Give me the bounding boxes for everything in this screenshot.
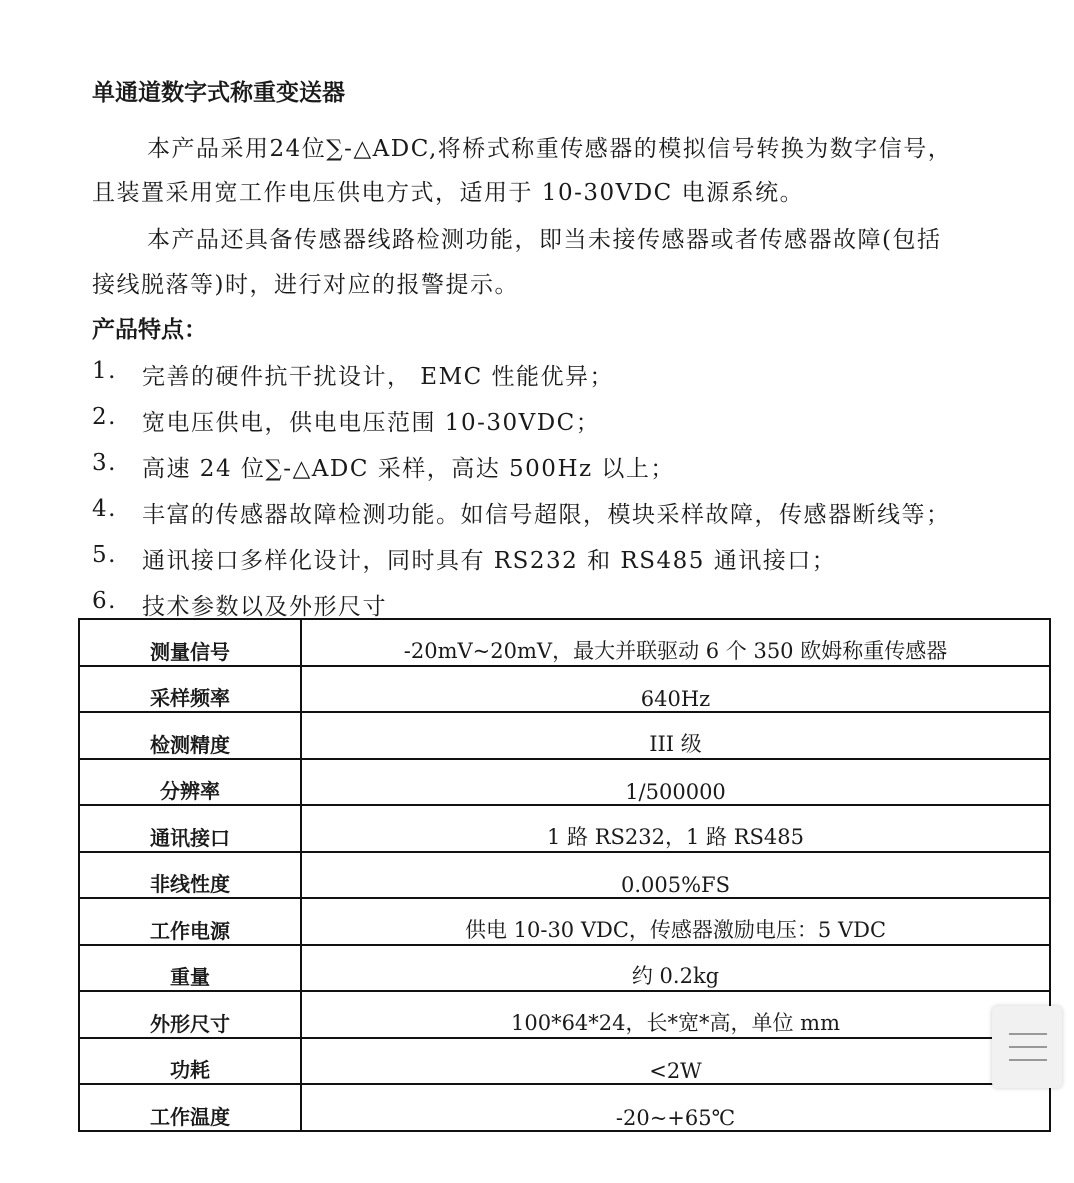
- spec-value: <2W: [301, 1038, 1050, 1085]
- feature-item: 宽电压供电，供电电压范围 10-30VDC；: [142, 410, 601, 436]
- doc-title: 单通道数字式称重变送器: [92, 80, 345, 106]
- spec-label: 非线性度: [79, 852, 301, 899]
- spec-value: 640Hz: [301, 666, 1050, 713]
- spec-label: 工作温度: [79, 1084, 301, 1131]
- spec-value: -20~+65℃: [301, 1084, 1050, 1131]
- spec-row: [79, 666, 1050, 713]
- spec-row: [79, 852, 1050, 899]
- paragraph-line: 本产品采用24位∑-△ADC,将桥式称重传感器的模拟信号转换为数字信号，: [147, 136, 953, 162]
- feature-number: 5.: [92, 542, 117, 568]
- spec-label: 分辨率: [79, 759, 301, 806]
- spec-value: III 级: [301, 712, 1050, 759]
- spec-value: 供电 10-30 VDC，传感器激励电压：5 VDC: [301, 898, 1050, 945]
- spec-row: [79, 619, 1050, 666]
- spec-label: 检测精度: [79, 712, 301, 759]
- spec-row: [79, 1038, 1050, 1085]
- spec-row: [79, 945, 1050, 992]
- floating-menu-button[interactable]: [992, 1006, 1062, 1088]
- feature-number: 1.: [92, 358, 117, 384]
- spec-label: 采样频率: [79, 666, 301, 713]
- feature-item: 丰富的传感器故障检测功能。如信号超限，模块采样故障，传感器断线等；: [142, 502, 951, 528]
- spec-label: 通讯接口: [79, 805, 301, 852]
- spec-label: 测量信号: [79, 619, 301, 666]
- feature-item: 通讯接口多样化设计，同时具有 RS232 和 RS485 通讯接口；: [142, 548, 837, 574]
- feature-number: 3.: [92, 450, 117, 476]
- spec-value: -20mV~20mV，最大并联驱动 6 个 350 欧姆称重传感器: [301, 619, 1050, 666]
- feature-number: 4.: [92, 496, 117, 522]
- spec-label: 重量: [79, 945, 301, 992]
- feature-number: 2.: [92, 404, 117, 430]
- feature-number: 6.: [92, 588, 117, 614]
- spec-value: 1 路 RS232，1 路 RS485: [301, 805, 1050, 852]
- spec-value: 1/500000: [301, 759, 1050, 806]
- features-heading: 产品特点：: [92, 317, 207, 343]
- spec-value: 约 0.2kg: [301, 945, 1050, 992]
- spec-table: [78, 618, 1051, 1132]
- paragraph-line: 且装置采用宽工作电压供电方式，适用于 10-30VDC 电源系统。: [92, 180, 805, 206]
- spec-row: [79, 805, 1050, 852]
- spec-row: [79, 759, 1050, 806]
- spec-row: [79, 712, 1050, 759]
- spec-value: 100*64*24，长*宽*高，单位 mm: [301, 991, 1050, 1038]
- spec-label: 外形尺寸: [79, 991, 301, 1038]
- feature-item: 技术参数以及外形尺寸: [142, 594, 387, 620]
- feature-item: 高速 24 位∑-△ADC 采样，高达 500Hz 以上；: [142, 456, 675, 482]
- spec-value: 0.005%FS: [301, 852, 1050, 899]
- spec-label: 工作电源: [79, 898, 301, 945]
- paragraph-line: 接线脱落等)时，进行对应的报警提示。: [92, 272, 519, 298]
- feature-item: 完善的硬件抗干扰设计， EMC 性能优异；: [142, 364, 615, 390]
- paragraph-line: 本产品还具备传感器线路检测功能，即当未接传感器或者传感器故障(包括: [147, 227, 942, 253]
- spec-row: [79, 991, 1050, 1038]
- spec-row: [79, 898, 1050, 945]
- spec-row: [79, 1084, 1050, 1131]
- spec-label: 功耗: [79, 1038, 301, 1085]
